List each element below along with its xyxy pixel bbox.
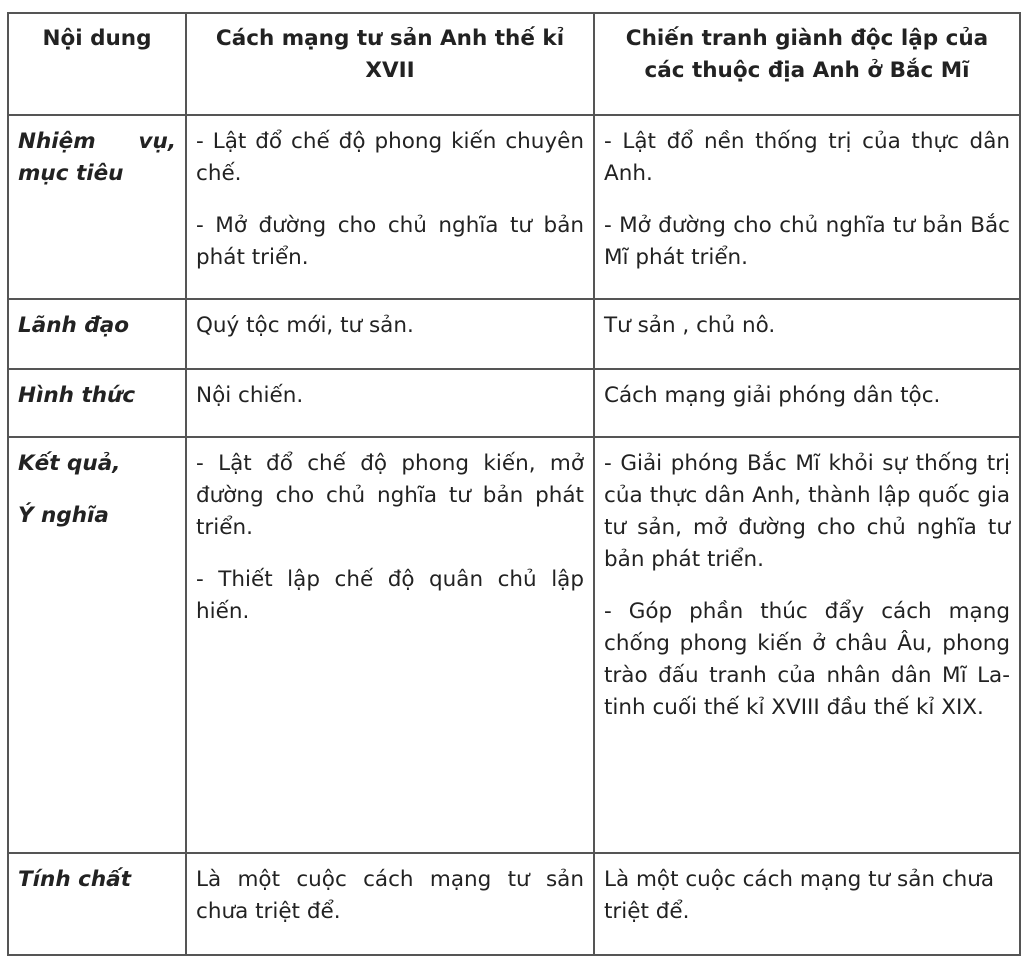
table-row [8, 437, 1020, 853]
row-label: Hình thức [8, 369, 186, 437]
cell-text: - Giải phóng Bắc Mĩ khỏi sự thống trị của thực dân Anh, thành lập quốc gia tư sản, mở đường cho chủ nghĩa tư bản phát triển. [604, 451, 1010, 572]
cell-text: Là một cuộc cách mạng tư sản chưa triệt để. [196, 867, 584, 924]
america-cell [594, 369, 1020, 437]
cell-text: - Góp phần thúc đẩy cách mạng chống phong kiến ở châu Âu, phong trào đấu tranh của nhân dân Mĩ La-tinh cuối thế kỉ XVIII đầu thế kỉ XIX. [604, 599, 1010, 720]
cell-text: - Lật đổ chế độ phong kiến chuyên chế. [196, 129, 584, 186]
cell-text: - Lật đổ nền thống trị của thực dân Anh. [604, 129, 1010, 186]
row-label-line: Ý nghĩa [18, 503, 109, 528]
row-label [8, 437, 186, 853]
america-cell [594, 437, 1020, 853]
table-row [8, 853, 1020, 955]
header-content: Nội dung [8, 13, 186, 115]
america-cell [594, 299, 1020, 369]
cell-text: - Lật đổ chế độ phong kiến, mở đường cho chủ nghĩa tư bản phát triển. [196, 451, 584, 540]
cell-text: Nội chiến. [196, 383, 304, 408]
row-label-line: Kết quả, [18, 451, 121, 476]
comparison-table [7, 12, 1021, 956]
row-label: Tính chất [8, 853, 186, 955]
england-cell [186, 853, 594, 955]
america-cell [594, 853, 1020, 955]
header-american-independence: Chiến tranh giành độc lập của các thuộc địa Anh ở Bắc Mĩ [594, 13, 1020, 115]
england-cell [186, 369, 594, 437]
cell-text: - Thiết lập chế độ quân chủ lập hiến. [196, 567, 584, 624]
table-row [8, 299, 1020, 369]
table-row [8, 115, 1020, 299]
america-cell [594, 115, 1020, 299]
cell-text: Quý tộc mới, tư sản. [196, 313, 414, 338]
england-cell [186, 437, 594, 853]
row-label: Lãnh đạo [8, 299, 186, 369]
cell-text: - Mở đường cho chủ nghĩa tư bản phát triển. [196, 213, 584, 270]
cell-text: - Mở đường cho chủ nghĩa tư bản Bắc Mĩ phát triển. [604, 213, 1010, 270]
england-cell [186, 115, 594, 299]
header-english-revolution: Cách mạng tư sản Anh thế kỉ XVII [186, 13, 594, 115]
row-label: Nhiệm vụ, mục tiêu [8, 115, 186, 299]
england-cell [186, 299, 594, 369]
cell-text: Tư sản , chủ nô. [604, 313, 776, 338]
cell-text: Là một cuộc cách mạng tư sản chưa triệt để. [604, 867, 995, 924]
table-header-row [8, 13, 1020, 115]
table-row [8, 369, 1020, 437]
cell-text: Cách mạng giải phóng dân tộc. [604, 383, 941, 408]
